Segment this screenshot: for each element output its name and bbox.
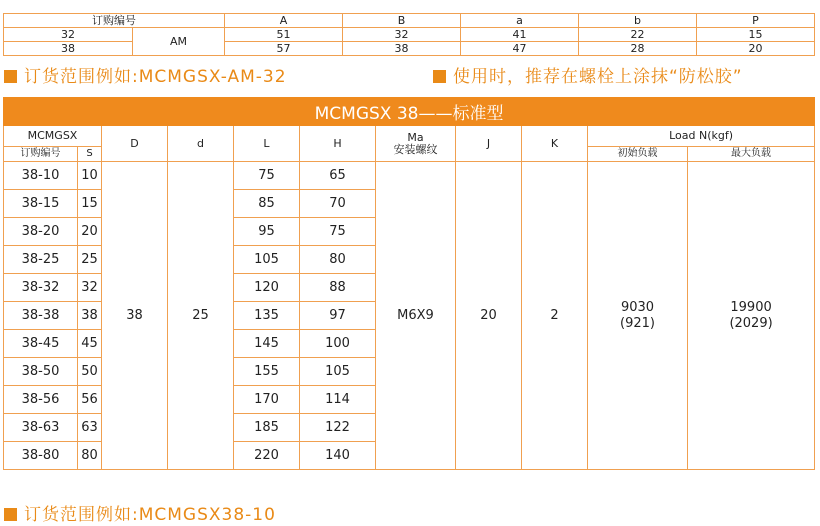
- spec-header-row: [4, 126, 815, 147]
- cell-code: 38-25: [4, 246, 78, 274]
- cell-L: 105: [234, 246, 300, 274]
- cell-H: 70: [300, 190, 376, 218]
- cell-code: 38-32: [4, 274, 78, 302]
- order-table: [3, 13, 815, 56]
- cell-Ma: M6X9: [376, 162, 456, 470]
- cell-L: 95: [234, 218, 300, 246]
- cell-H: 75: [300, 218, 376, 246]
- cell-S: 32: [78, 274, 102, 302]
- cell-D: 38: [102, 162, 168, 470]
- order-example-text-2: 订货范围例如:MCMGSX38-10: [24, 505, 276, 525]
- initial-load-kgf: (921): [620, 315, 655, 331]
- cell-code: 32: [4, 28, 133, 42]
- cell-code: 38-63: [4, 414, 78, 442]
- cell-H: 100: [300, 330, 376, 358]
- cell-H: 88: [300, 274, 376, 302]
- header-Ma: [376, 126, 456, 162]
- header-H: H: [300, 126, 376, 162]
- cell-L: 170: [234, 386, 300, 414]
- cell-L: 85: [234, 190, 300, 218]
- cell-code: 38-45: [4, 330, 78, 358]
- cell-code: 38: [4, 42, 133, 56]
- cell-am: AM: [133, 28, 225, 56]
- cell-H: 122: [300, 414, 376, 442]
- cell-a: 41: [461, 28, 579, 42]
- header-L: L: [234, 126, 300, 162]
- bullet-square-icon: [4, 508, 17, 521]
- cell-K: 2: [522, 162, 588, 470]
- table-row: [4, 162, 815, 190]
- header-model: MCMGSX: [4, 126, 102, 147]
- header-d: d: [168, 126, 234, 162]
- cell-H: 114: [300, 386, 376, 414]
- cell-a: 47: [461, 42, 579, 56]
- header-order-no: 订购编号: [4, 147, 78, 162]
- spec-table: [3, 97, 815, 470]
- cell-S: 80: [78, 442, 102, 470]
- cell-b: 28: [579, 42, 697, 56]
- cell-S: 63: [78, 414, 102, 442]
- order-example-heading-2: [4, 504, 276, 526]
- max-load-n: 19900: [730, 299, 772, 315]
- table-row: [4, 42, 815, 56]
- cell-S: 20: [78, 218, 102, 246]
- cell-A: 51: [225, 28, 343, 42]
- spec-table-title: MCMGSX 38——标准型: [4, 98, 815, 126]
- cell-S: 15: [78, 190, 102, 218]
- cell-S: 50: [78, 358, 102, 386]
- cell-L: 145: [234, 330, 300, 358]
- header-S: S: [78, 147, 102, 162]
- cell-A: 57: [225, 42, 343, 56]
- header-b: b: [579, 14, 697, 28]
- spec-table-banner: [4, 98, 815, 126]
- cell-S: 56: [78, 386, 102, 414]
- cell-L: 120: [234, 274, 300, 302]
- cell-L: 220: [234, 442, 300, 470]
- cell-H: 105: [300, 358, 376, 386]
- header-K: K: [522, 126, 588, 162]
- cell-S: 10: [78, 162, 102, 190]
- order-example-text: 订货范围例如:MCMGSX-AM-32: [24, 67, 287, 87]
- cell-code: 38-80: [4, 442, 78, 470]
- cell-code: 38-10: [4, 162, 78, 190]
- header-D: D: [102, 126, 168, 162]
- cell-H: 140: [300, 442, 376, 470]
- header-Ma-line2: 安装螺纹: [393, 142, 438, 156]
- cell-P: 20: [697, 42, 815, 56]
- cell-d: 25: [168, 162, 234, 470]
- bullet-square-icon: [4, 70, 17, 83]
- cell-L: 155: [234, 358, 300, 386]
- cell-max-load: [688, 162, 815, 470]
- cell-S: 25: [78, 246, 102, 274]
- usage-note-heading: [433, 66, 743, 88]
- table-row: [4, 28, 815, 42]
- initial-load-n: 9030: [620, 299, 655, 315]
- cell-code: 38-15: [4, 190, 78, 218]
- cell-code: 38-20: [4, 218, 78, 246]
- cell-code: 38-56: [4, 386, 78, 414]
- bullet-square-icon: [433, 70, 446, 83]
- header-A: A: [225, 14, 343, 28]
- cell-L: 185: [234, 414, 300, 442]
- cell-B: 32: [343, 28, 461, 42]
- cell-code: 38-50: [4, 358, 78, 386]
- cell-P: 15: [697, 28, 815, 42]
- cell-S: 45: [78, 330, 102, 358]
- cell-S: 38: [78, 302, 102, 330]
- cell-code: 38-38: [4, 302, 78, 330]
- cell-L: 75: [234, 162, 300, 190]
- cell-H: 65: [300, 162, 376, 190]
- cell-b: 22: [579, 28, 697, 42]
- header-load-initial: 初始负载: [588, 147, 688, 162]
- cell-L: 135: [234, 302, 300, 330]
- order-example-heading: [4, 66, 287, 88]
- header-B: B: [343, 14, 461, 28]
- cell-B: 38: [343, 42, 461, 56]
- header-Ma-line1: Ma: [407, 130, 424, 144]
- header-order-no: 订购编号: [4, 14, 225, 28]
- cell-H: 97: [300, 302, 376, 330]
- header-a: a: [461, 14, 579, 28]
- cell-H: 80: [300, 246, 376, 274]
- cell-J: 20: [456, 162, 522, 470]
- header-J: J: [456, 126, 522, 162]
- max-load-kgf: (2029): [729, 315, 773, 331]
- cell-initial-load: [588, 162, 688, 470]
- header-load-max: 最大负载: [688, 147, 815, 162]
- order-table-header: [4, 14, 815, 28]
- usage-note-text: 使用时，推荐在螺栓上涂抹“防松胶”: [453, 67, 743, 87]
- header-load: Load N(kgf): [588, 126, 815, 147]
- header-P: P: [697, 14, 815, 28]
